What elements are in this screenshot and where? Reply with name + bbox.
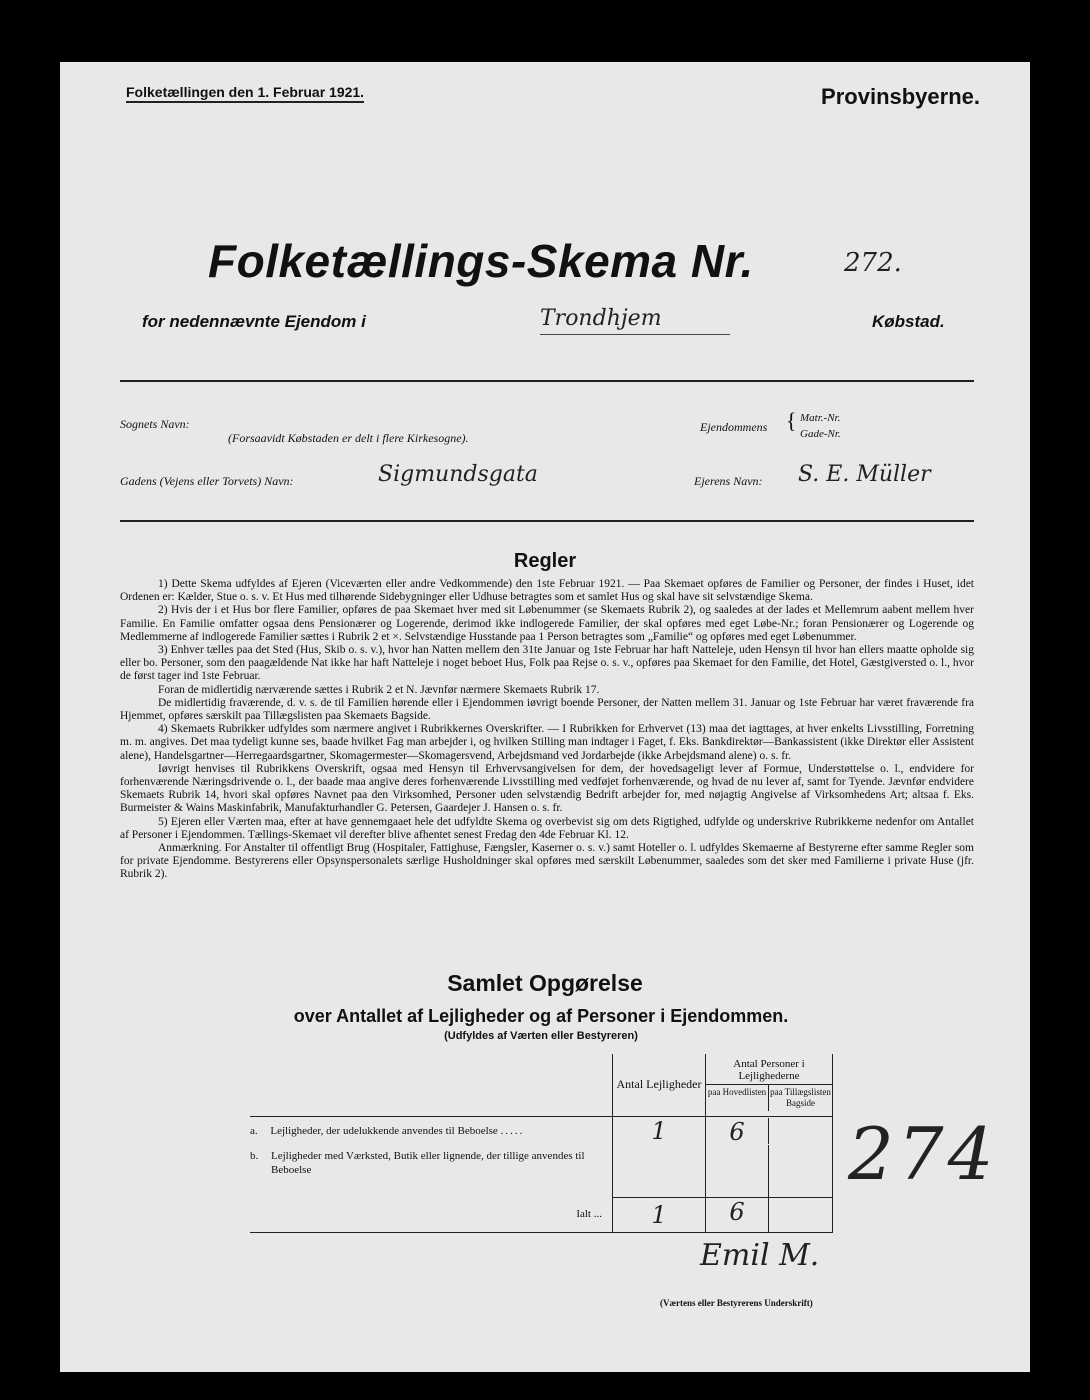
rule-paragraph: Anmærkning. For Anstalter til offentligt Brug (Hospitaler, Fattighuse, Fængsler, Kaserner o. s. v.) samt Hoteller o. l. udfyldes Skemaerne af Bestyrerne efter samme Regler som for private Ejendomme. Bestyrerens eller Opsynspersonalets særlige Husholdninger skal opføres med særskilt Løbenummer, saaledes som det sker med Familierne i private Huse (jfr. Rubrik 2). <box>120 842 974 881</box>
divider-top <box>120 380 974 382</box>
summary-note: (Udfyldes af Værten eller Bestyreren) <box>444 1030 638 1042</box>
rule-paragraph: 2) Hvis der i et Hus bor flere Familier, opføres de paa Skemaet hver med sit Løbenummer (se Skemaets Rubrik 2), og saaledes at der lades et Mellemrum aabent mellem hver Familie. En Familie omfatter ogsaa dens Pensionærer og Logerende, derimod ikke indlogerede Familier, der skal opføres med eget Løbe-Nr.; foran Pensionærer og Logerende og Medlemmerne af indlogerede Familier sættes i Rubrik 2 et ×. Selvstændige Husstande paa 1 Person betragtes som „Familie“ og opføres med eget Løbenummer. <box>120 604 974 643</box>
row-tillaeg <box>769 1145 832 1197</box>
rules-heading: Regler <box>513 550 577 572</box>
property-ids <box>800 410 841 442</box>
row-tillaeg <box>769 1118 832 1144</box>
col-hovedlisten-header: paa Hovedlisten <box>706 1085 769 1111</box>
parish-label: Sognets Navn: <box>120 417 190 431</box>
total-hoved: 6 <box>706 1198 769 1232</box>
row-label: Lejligheder, der udelukkende anvendes til Beboelse <box>270 1124 498 1137</box>
summary-table-wrap <box>250 1054 833 1233</box>
row-antal: 1 <box>651 1116 667 1145</box>
owner-value: S. E. Müller <box>798 462 931 487</box>
street-label: Gadens (Vejens eller Torvets) Navn: <box>120 474 294 488</box>
table-row-total: Ialt ... 1 6 <box>250 1197 833 1232</box>
row-hoved <box>706 1145 769 1197</box>
total-label: Ialt <box>576 1208 591 1221</box>
rule-paragraph: 1) Dette Skema udfyldes af Ejeren (Viceværten eller andre Vedkommende) den 1ste Februar 1921. — Paa Skemaet opføres de Familier og Personer, der findes i Huset, idet Ordenen er: Kælder, Stue o. s. v. Et Hus med tilhørende Sidebygninger eller Udhuse betragtes som et samlet Hus og skal have sit selvstændige Skema. <box>120 578 974 604</box>
census-date-label: Folketællingen den 1. Februar 1921. <box>126 84 364 103</box>
row-label: Lejligheder med Værksted, Butik eller lignende, der tillige anvendes til Beboelse <box>271 1149 585 1176</box>
property-prefix: for nedennævnte Ejendom i <box>142 312 366 331</box>
street-value: Sigmundsgata <box>378 462 538 487</box>
town-underline <box>540 334 730 335</box>
matr-label: Matr.-Nr. <box>800 412 841 424</box>
property-suffix: Købstad. <box>872 312 945 331</box>
town-handwritten: Trondhjem <box>540 306 662 331</box>
summary-table <box>250 1054 833 1233</box>
row-hoved: 6 <box>706 1118 769 1144</box>
rules-body <box>120 578 974 882</box>
signature: Emil M. <box>700 1238 820 1273</box>
col-personer-header: Antal Personer i Lejlighederne <box>706 1054 832 1085</box>
property-brace: { <box>786 408 797 433</box>
owner-label: Ejerens Navn: <box>694 474 763 488</box>
row-letter: b. <box>250 1149 259 1162</box>
total-antal: 1 <box>651 1200 667 1229</box>
form-number: 272. <box>844 248 902 278</box>
rule-paragraph: De midlertidig fraværende, d. v. s. de til Familien hørende eller i Ejendommen iøvrigt boende Personer, der Natten mellem 31. Januar og 1ste Februar har været fraværende fra Hjemmet, opføres særskilt paa Tillægslisten paa Skemaets Bagside. <box>120 696 974 723</box>
col-tillaeg-header: paa Tillægslisten Bagside <box>770 1087 831 1108</box>
census-form <box>60 62 1030 1372</box>
rule-paragraph: Foran de midlertidig nærværende sættes i Rubrik 2 et N. Jævnfør nærmere Skemaets Rubrik 17. <box>158 683 600 696</box>
gade-label: Gade-Nr. <box>800 428 841 440</box>
summary-title: Samlet Opgørelse <box>447 970 643 996</box>
rule-paragraph: Iøvrigt henvises til Rubrikkens Overskrift, ogsaa med Hensyn til Erhvervsangivelsen for dem, der hovedsageligt lever af Formue, Understøttelse o. l., endvidere for forhenværende Næringsdrivende o. l., der baade maa angive deres forhenværende Livsstilling med vedføjet forhenværende, og hvad de nu lever af, samt for Tyende. Jævnfør endvidere Skemaets Rubrik 14, hvori skal opføres Navnet paa den Virksomhed, Personer uden selvstændig Bedrift arbejder for, med nøjagtig Angivelse af Virksomhedens Art; altsaa f. Eks. Burmeister & Wains Maskinfabrik, Manufakturhandler G. Petersen, Gaardejer J. Hansen o. s. fr. <box>120 762 974 815</box>
signature-label: (Værtens eller Bestyrerens Underskrift) <box>660 1298 813 1308</box>
summary-subtitle: over Antallet af Lejligheder og af Personer i Ejendommen. <box>293 1006 789 1026</box>
table-row <box>250 1145 833 1198</box>
form-title: Folketællings-Skema Nr. <box>208 235 754 287</box>
parish-note: (Forsaavidt Købstaden er delt i flere Kirkesogne). <box>228 431 469 445</box>
divider-middle <box>120 520 974 522</box>
row-letter: a. <box>250 1124 258 1137</box>
property-label: Ejendommens <box>700 420 768 434</box>
region-label: Provinsbyerne. <box>821 84 980 109</box>
col-antal-header: Antal Lejligheder <box>616 1077 702 1092</box>
rule-paragraph: 4) Skemaets Rubrikker udfyldes som nærmere angivet i Rubrikkernes Overskrifter. — I Rubrikken for Erhvervet (13) maa det iagttages, at hver enkelts Livsstilling, Forretning m. m. angives. Det maa tydeligt kunne ses, baade hvilket Fag man arbejder i, og hvilken Stilling man indtager i Faget, f. Eks. Bankdirektør—Bankassistent (ikke Direktør eller Assistent alene), Handelsgartner—Herregaardsgartner, Skomagermester—Skomagersvend, Arbejdsmand ved Jordarbejde (ikke Arbejdsmand alene) o. s. fr. <box>120 723 974 762</box>
table-row: a. Lejligheder, der udelukkende anvendes til Beboelse ..... 1 6 <box>250 1116 833 1145</box>
rule-paragraph: 5) Ejeren eller Værten maa, efter at have gennemgaaet hele det udfyldte Skema og overbevist sig om dets Rigtighed, udfylde og underskrive Rubrikkerne nedenfor om Antallet af Personer i Ejendommen. Tællings-Skemaet vil derefter blive afhentet senest Fredag den 4de Februar Kl. 12. <box>120 815 974 841</box>
side-note-number: 274 <box>848 1112 998 1196</box>
rule-paragraph: 3) Enhver tælles paa det Sted (Hus, Skib o. s. v.), hvor han Natten mellem den 31te Januar og 1ste Februar har haft Natteleje, uden Hensyn til hvor han ellers maatte opholde sig eller bo. Personer, som den paagældende Nat ikke har haft Natteleje i noget beboet Hus, Folk paa Rejse o. s. v., opføres paa Skemaet for den Familie, det Hotel, Gæstgiversted o. l., hvor de først tager ind 1ste Februar. <box>120 644 974 683</box>
